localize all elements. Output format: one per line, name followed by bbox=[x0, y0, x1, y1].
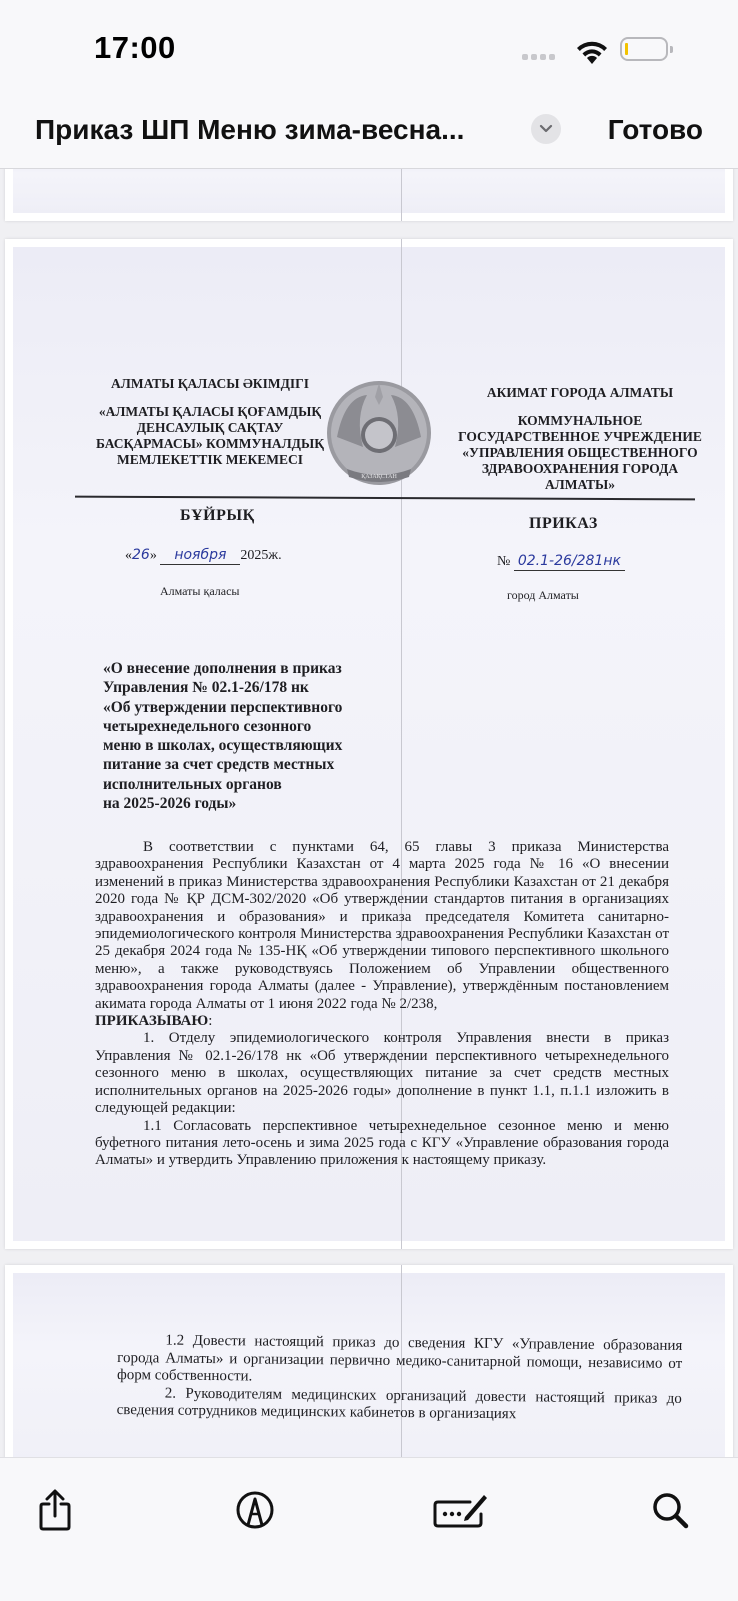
item-2-paragraph: 2. Руководителям медицинских организаций довести настоящий приказ до сведения сотрудников медицинских кабинетов в организациях bbox=[116, 1385, 682, 1423]
wifi-icon bbox=[574, 38, 610, 66]
header-left-line: ДЕНСАУЛЫҚ САҚТАУ bbox=[136, 420, 284, 435]
subject-line: «О внесение дополнения в приказ bbox=[103, 660, 342, 677]
document-title[interactable]: Приказ ШП Меню зима-весна... bbox=[35, 114, 465, 145]
header-left-line: МЕМЛЕКЕТТІК МЕКЕМЕСІ bbox=[116, 452, 304, 467]
header-right-line: КОММУНАЛЬНОЕ bbox=[517, 413, 643, 428]
header-left-line: «АЛМАТЫ ҚАЛАСЫ ҚОҒАМДЫҚ bbox=[98, 404, 322, 419]
city-ru: город Алматы bbox=[507, 588, 579, 602]
subject-line: Управления № 02.1-26/178 нк bbox=[103, 679, 309, 697]
previous-page bbox=[5, 169, 733, 221]
order-body bbox=[95, 839, 669, 1170]
subject-line: «Об утверждении перспективного bbox=[103, 698, 343, 716]
subject-line: четырехнедельного сезонного bbox=[103, 717, 312, 735]
date-month-blank bbox=[160, 547, 240, 565]
city-kz: Алматы қаласы bbox=[160, 584, 240, 598]
header-right-line: «УПРАВЛЕНИЯ ОБЩЕСТВЕННОГО bbox=[462, 445, 698, 460]
emblem-label: ҚАЗАҚСТАН bbox=[361, 474, 397, 480]
cellular-signal-icon bbox=[522, 54, 555, 60]
header-right-ru bbox=[445, 385, 715, 493]
page-scan bbox=[13, 169, 725, 213]
order-directive bbox=[95, 1013, 669, 1030]
subject-line: меню в школах, осуществляющих bbox=[103, 737, 343, 755]
order-word: ПРИКАЗЫВАЮ bbox=[95, 1013, 209, 1030]
pdf-viewer[interactable] bbox=[0, 169, 738, 1457]
order-title-kz: БҰЙРЫҚ bbox=[180, 507, 255, 524]
number-blank bbox=[514, 553, 625, 571]
number-value: 02.1-26/281нк bbox=[517, 553, 621, 569]
date-day: 26 bbox=[132, 547, 150, 563]
header-right-line: АЛМАТЫ» bbox=[544, 477, 616, 492]
date-month: ноября bbox=[174, 547, 227, 563]
current-page bbox=[5, 239, 733, 1249]
title-menu-button[interactable] bbox=[531, 114, 561, 144]
subject-line: исполнительных органов bbox=[103, 775, 282, 793]
subject-line: питание за счет средств местных bbox=[103, 756, 335, 774]
header-left-line: БАСҚАРМАСЫ» КОММУНАЛДЫҚ bbox=[95, 436, 325, 451]
header-left-kz bbox=[75, 376, 345, 468]
bottom-toolbar bbox=[0, 1457, 738, 1601]
fill-and-sign-button[interactable] bbox=[432, 1488, 490, 1532]
date-quote: « bbox=[125, 548, 132, 563]
date-year: 2025ж. bbox=[240, 548, 282, 563]
header-right-line: АКИМАТ ГОРОДА АЛМАТЫ bbox=[486, 385, 674, 400]
state-emblem-icon bbox=[325, 377, 433, 489]
done-button[interactable]: Готово bbox=[607, 114, 703, 145]
subject-line: на 2025-2026 годы» bbox=[103, 795, 237, 813]
battery-level bbox=[625, 43, 628, 55]
header-right-line: ЗДРАВООХРАНЕНИЯ ГОРОДА bbox=[481, 461, 679, 476]
chevron-down-icon bbox=[539, 124, 553, 134]
order-date bbox=[125, 547, 282, 565]
status-bar bbox=[0, 0, 738, 100]
date-quote: » bbox=[149, 548, 157, 563]
preamble-paragraph: В соответствии с пунктами 64, 65 главы 3 приказа Министерства здравоохранения Республики Казахстан от 4 марта 2025 года № 16 «О внесении изменений в приказ Министерства здравоохранения Республики Казахстан от 21 декабря 2020 года № ҚР ДСМ-302/2020 «Об утверждении стандартов питания в организациях здравоохранения и образования» и приказа председателя Комитета санитарно-эпидемиологического контроля Министерства здравоохранения Республики Казахстан от 25 декабря 2024 года № 135-НҚ «Об утверждении типового перспективного школьного меню», а также руководствуясь Положением об Управлении общественного здравоохранения города Алматы (далее - Управление), утверждённым постановлением акимата города Алматы от 1 июня 2022 года № 2/238, bbox=[95, 839, 669, 1012]
item-1-2-paragraph: 1.2 Довести настоящий приказ до сведения КГУ «Управление образования города Алматы» и организации первично медико-санитарной помощи, независимо от форм собственности. bbox=[116, 1332, 683, 1385]
header-left-line: АЛМАТЫ ҚАЛАСЫ ӘКІМДІГІ bbox=[111, 376, 309, 391]
search-button[interactable] bbox=[648, 1488, 692, 1532]
search-icon bbox=[650, 1490, 690, 1530]
item-1-paragraph: 1. Отделу эпидемиологического контроля Управления внести в приказ Управления № 02.1-26/178 нк «Об утверждении перспективного четырехнедельного сезонного меню в школах, осуществляющих питание за счет средств местных исполнительных органов на 2025-2026 годы» дополнение в пункт 1.1, п.1.1 изложить в следующей редакции: bbox=[95, 1030, 669, 1117]
fill-and-sign-icon bbox=[432, 1490, 490, 1530]
status-time: 17:00 bbox=[94, 30, 176, 65]
share-icon bbox=[37, 1488, 73, 1532]
order-subject bbox=[103, 659, 383, 813]
order-word-suffix: : bbox=[208, 1013, 213, 1030]
header-right-line: ГОСУДАРСТВЕННОЕ УЧРЕЖДЕНИЕ bbox=[458, 429, 702, 444]
markup-pen-icon bbox=[235, 1490, 275, 1530]
page-fold-line bbox=[401, 169, 402, 221]
markup-button[interactable] bbox=[233, 1488, 277, 1532]
document-nav-bar bbox=[0, 100, 738, 169]
share-button[interactable] bbox=[33, 1488, 77, 1532]
number-prefix: № bbox=[497, 554, 511, 569]
next-page bbox=[5, 1265, 733, 1457]
battery-low-icon bbox=[620, 37, 668, 61]
order-title-ru: ПРИКАЗ bbox=[529, 515, 598, 532]
next-page-text bbox=[117, 1332, 683, 1426]
item-1-1-paragraph: 1.1 Согласовать перспективное четырехнедельное сезонное меню и меню буфетного питания лето-осень и зима 2025 года с КГУ «Управление образования города Алматы» и утвердить Управлению приложения к настоящему приказу. bbox=[95, 1117, 669, 1169]
order-number bbox=[497, 553, 625, 571]
